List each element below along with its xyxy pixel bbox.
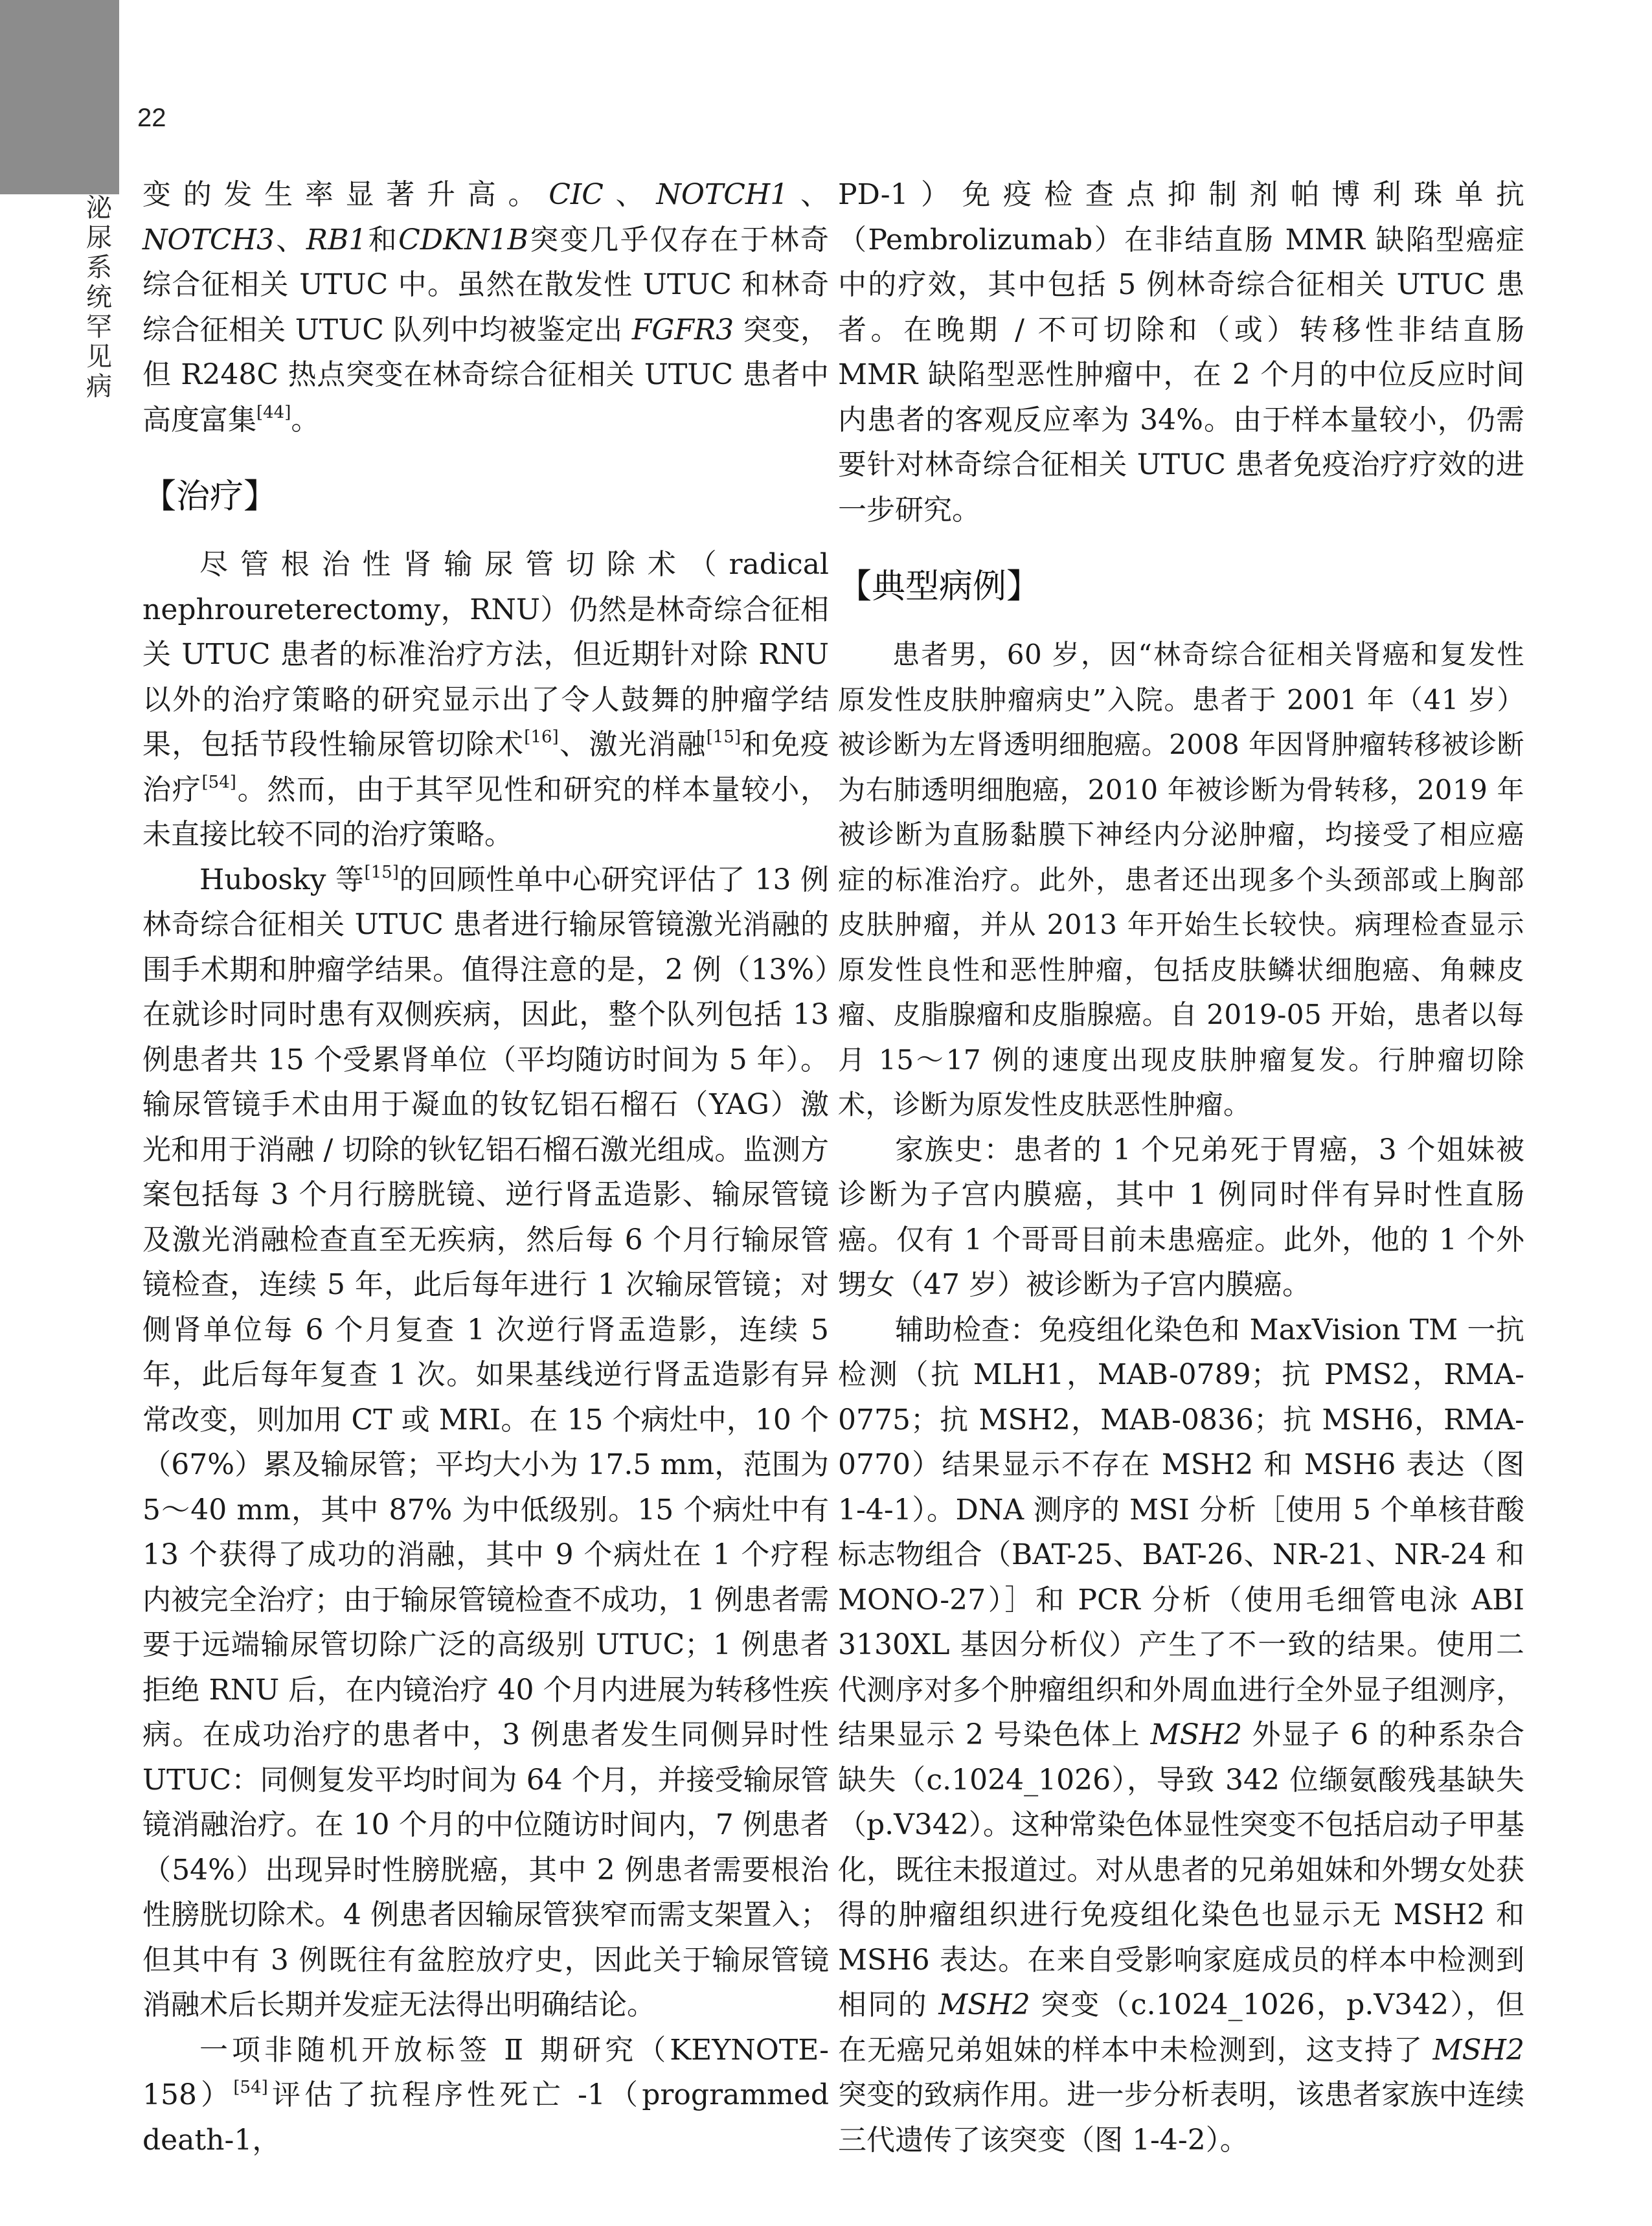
citation-ref: [16] [524, 727, 559, 747]
text-run: 家族史：患者的 1 个兄弟死于胃癌，3 个姐妹被诊断为子宫内膜癌，其中 1 例同时伴有异时性直肠癌。仅有 1 个哥哥目前未患癌症。此外，他的 1 个外甥女（47 岁）被诊断为子宫内膜癌。 [838, 1133, 1524, 1301]
paragraph-treatment-overview [142, 542, 829, 857]
section-heading-treatment: 【治疗】 [142, 477, 278, 516]
right-column [838, 172, 1524, 2163]
text-run: 。 [291, 403, 320, 437]
paragraph-family-history [838, 1128, 1524, 1308]
gene-name: CDKN1B [398, 223, 528, 256]
paragraph-pembrolizumab [838, 172, 1524, 532]
text-run: 尽管根治性肾输尿管切除术（radical nephroureterectomy，RNU）仍然是林奇综合征相关 UTUC 患者的标准治疗方法，但近期针对除 RNU 以外的治疗策略的研究显示出了令人鼓舞的肿瘤学结果，包括节段性输尿管切除术 [142, 548, 829, 761]
text-run: 突变几乎仅存在于林奇综合征相关 UTUC 中。虽然在散发性 UTUC 和林奇综合征相关 UTUC 队列中均被鉴定出 [142, 223, 830, 346]
text-run: 评估了抗程序性死亡 -1（programmed death-1， [142, 2078, 829, 2157]
text-run: 和 [367, 223, 399, 256]
page-edge-tab [0, 0, 119, 194]
citation-ref: [15] [364, 862, 399, 882]
text-run: 、 [603, 178, 657, 211]
citation-ref: [44] [256, 402, 291, 422]
text-run: 一项非随机开放标签 Ⅱ 期研究（KEYNOTE-158） [142, 2033, 829, 2111]
gene-name: RB1 [306, 223, 367, 256]
section-heading-typical-case: 【典型病例】 [838, 567, 1041, 606]
text-run: 突变（c.1024_1026，p.V342），但在无癌兄弟姐妹的样本中未检测到，这支持了 [838, 1988, 1524, 2067]
text-run: 辅助检查：免疫组化染色和 MaxVision TM 一抗检测（抗 MLH1，MAB-0789；抗 PMS2，RMA-0775；抗 MSH2，MAB-0836；抗 MSH6，RMA-0770）结果显示不存在 MSH2 和 MSH6 表达（图 1-4-1）。DNA 测序的 MSI 分析［使用 5 个单核苷酸标志物组合（BAT-25、BAT-26、NR-21、NR-24 和 MONO-27）］和 PCR 分析（使用毛细管电泳 ABI 3130XL 基因分析仪）产生了不一致的结果。使用二代测序对多个肿瘤组织和外周血进行全外显子组测序，结果显示 2 号染色体上 [838, 1313, 1524, 1751]
text-run: 患者男，60 岁，因“林奇综合征相关肾癌和复发性原发性皮肤肿瘤病史”入院。患者于 2001 年（41 岁）被诊断为左肾透明细胞癌。2008 年因肾肿瘤转移被诊断为右肺透明细胞癌，2010 年被诊断为骨转移，2019 年被诊断为直肠黏膜下神经内分泌肿瘤，均接受了相应癌症的标准治疗。此外，患者还出现多个头颈部或上胸部皮肤肿瘤，并从 2013 年开始生长较快。病理检查显示原发性良性和恶性肿瘤，包括皮肤鳞状细胞癌、角棘皮瘤、皮脂腺瘤和皮脂腺癌。自 2019-05 开始，患者以每月 15～17 例的速度出现皮肤肿瘤复发。行肿瘤切除术，诊断为原发性皮肤恶性肿瘤。 [838, 639, 1524, 1120]
text-run: 和免疫治疗 [142, 728, 830, 806]
gene-name: FGFR3 [631, 313, 734, 346]
text-run: 突变的致病作用。进一步分析表明，该患者家族中连续三代遗传了该突变（图 1-4-2）。 [838, 2078, 1524, 2157]
gene-name: CIC [549, 178, 604, 211]
text-run: 的回顾性单中心研究评估了 13 例林奇综合征相关 UTUC 患者进行输尿管镜激光消融的围手术期和肿瘤学结果。值得注意的是，2 例（13%）在就诊时同时患有双侧疾病，因此，整个队列包括 13 例患者共 15 个受累肾单位（平均随访时间为 5 年）。输尿管镜手术由用于凝血的钕钇铝石榴石（YAG）激光和用于消融 / 切除的钬钇铝石榴石激光组成。监测方案包括每 3 个月行膀胱镜、逆行肾盂造影、输尿管镜及激光消融检查直至无疾病，然后每 6 个月行输尿管镜检查，连续 5 年，此后每年进行 1 次输尿管镜；对侧肾单位每 6 个月复查 1 次逆行肾盂造影，连续 5 年，此后每年复查 1 次。如果基线逆行肾盂造影有异常改变，则加用 CT 或 MRI。在 15 个病灶中，10 个（67%）累及输尿管；平均大小为 17.5 mm，范围为 5～40 mm，其中 87% 为中低级别。15 个病灶中有 13 个获得了成功的消融，其中 9 个病灶在 1 个疗程内被完全治疗；由于输尿管镜检查不成功，1 例患者需要于远端输尿管切除广泛的高级别 UTUC；1 例患者拒绝 RNU 后，在内镜治疗 40 个月内进展为转移性疾病。在成功治疗的患者中，3 例患者发生同侧异时性 UTUC：同侧复发平均时间为 64 个月，并接受输尿管镜消融治疗。在 10 个月的中位随访时间内，7 例患者（54%）出现异时性膀胱癌，其中 2 例患者需要根治性膀胱切除术。4 例患者因输尿管狭窄而需支架置入；但其中有 3 例既往有盆腔放疗史，因此关于输尿管镜消融术后长期并发症无法得出明确结论。 [142, 863, 830, 2021]
citation-ref: [15] [706, 727, 741, 747]
page-number: 22 [137, 104, 166, 132]
paragraph-keynote-158 [142, 2028, 829, 2163]
gene-name: NOTCH3 [142, 223, 275, 256]
text-run: 、 [788, 178, 830, 211]
paragraph-auxiliary-exam [838, 1308, 1524, 2163]
gene-name: MSH2 [1150, 1718, 1243, 1751]
text-run: 外显子 6 的种系杂合缺失（c.1024_1026），导致 342 位缬氨酸残基缺失（p.V342）。这种常染色体显性突变不包括启动子甲基化，既往未报道过。对从患者的兄弟姐妹和外甥女处获得的肿瘤组织进行免疫组化染色也显示无 MSH2 和 MSH6 表达。在来自受影响家庭成员的样本中检测到相同的 [838, 1718, 1525, 2021]
citation-ref: [54] [233, 2078, 268, 2098]
paragraph-mutation-summary [142, 172, 829, 442]
left-column [142, 172, 829, 2163]
gene-name: NOTCH1 [656, 178, 789, 211]
running-side-title: 泌尿系统罕见病 [86, 193, 112, 402]
gene-name: MSH2 [938, 1988, 1030, 2021]
citation-ref: [54] [201, 772, 236, 792]
text-run: 、 [274, 223, 306, 256]
text-run: 突变，但 R248C 热点突变在林奇综合征相关 UTUC 患者中高度富集 [142, 313, 829, 437]
text-run: Hubosky 等 [199, 863, 365, 896]
paragraph-case-history [838, 632, 1524, 1128]
text-run: 。然而，由于其罕见性和研究的样本量较小，未直接比较不同的治疗策略。 [142, 773, 830, 851]
gene-name: MSH2 [1432, 2033, 1524, 2067]
text-run: 变的发生率显著升高。 [142, 178, 549, 211]
text-run: PD-1）免疫检查点抑制剂帕博利珠单抗（Pembrolizumab）在非结直肠 MMR 缺陷型癌症中的疗效，其中包括 5 例林奇综合征相关 UTUC 患者。在晚期 / 不可切除和（或）转移性非结直肠 MMR 缺陷型恶性肿瘤中，在 2 个月的中位反应时间内患者的客观反应率为 34%。由于样本量较小，仍需要针对林奇综合征相关 UTUC 患者免疫治疗疗效的进一步研究。 [838, 178, 1524, 527]
paragraph-hubosky-study [142, 857, 829, 2028]
text-run: 、激光消融 [558, 728, 707, 761]
